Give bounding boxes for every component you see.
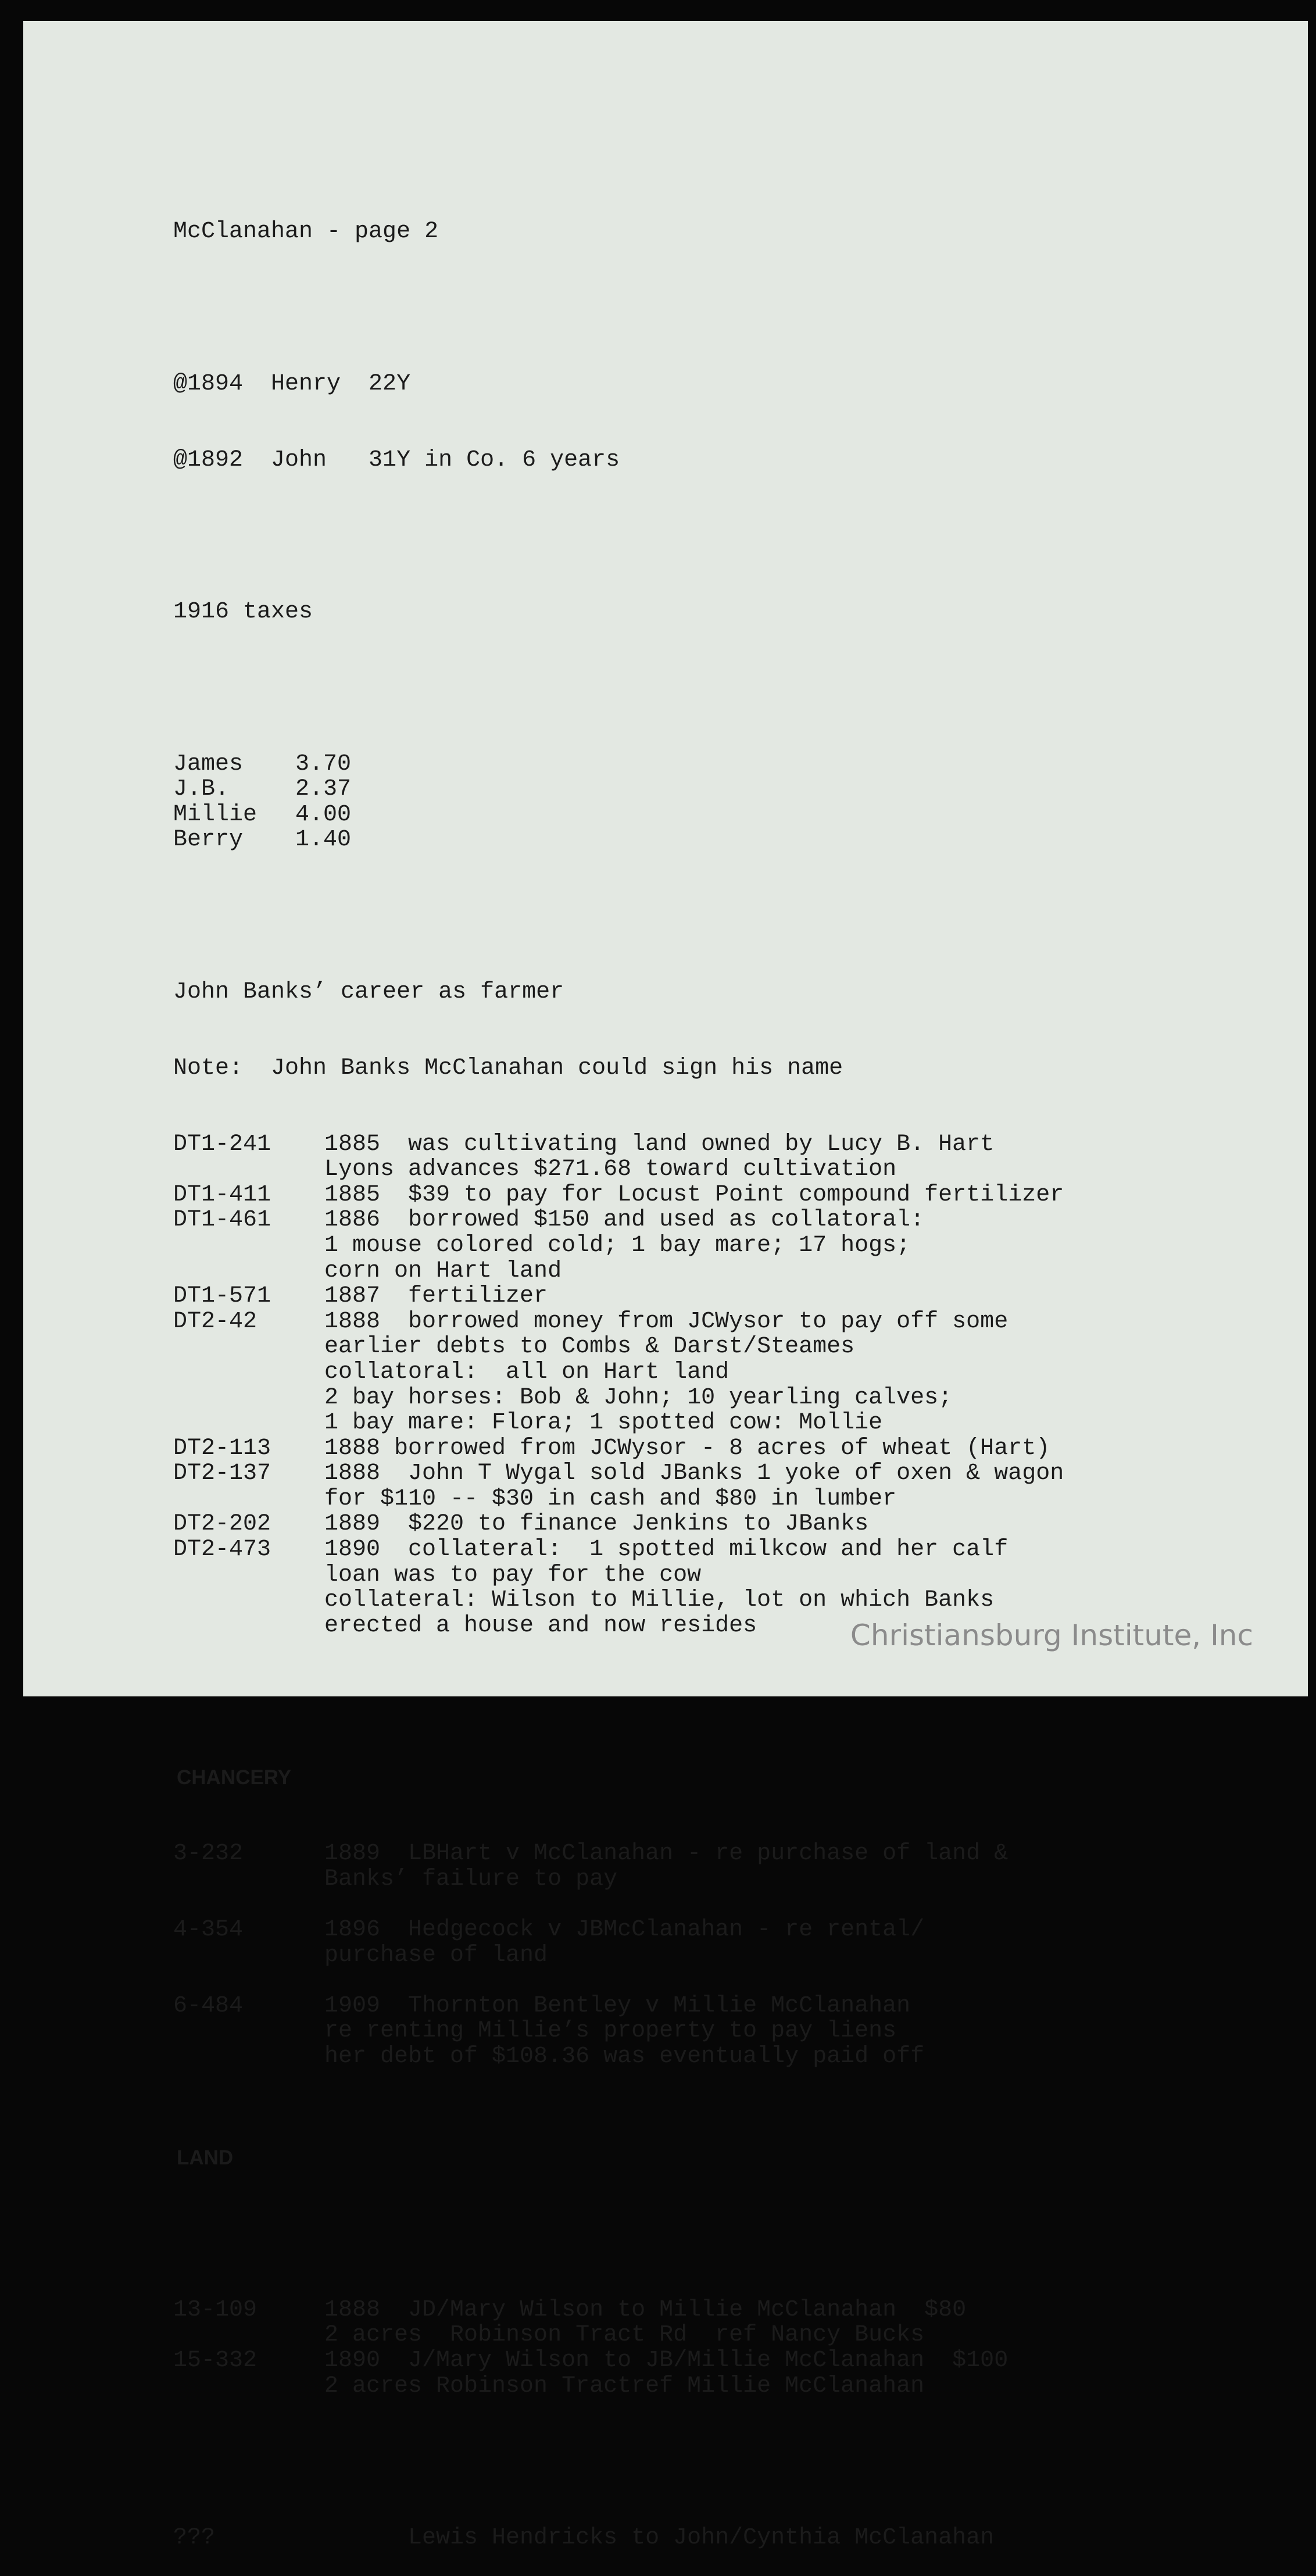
entry-text: Lyons advances $271.68 toward cultivation bbox=[324, 1156, 897, 1183]
entry-line bbox=[173, 1588, 1064, 1613]
spacer bbox=[173, 2070, 1064, 2095]
age-line-henry: @1894 Henry 22Y bbox=[173, 370, 411, 397]
entry-line bbox=[173, 1132, 1064, 1157]
entry-line bbox=[173, 1841, 1064, 1867]
entry-text: 1887 fertilizer bbox=[324, 1283, 548, 1310]
entry-line bbox=[173, 1157, 1064, 1182]
tax-amount: 3.70 bbox=[295, 751, 352, 777]
entry-line bbox=[173, 1867, 1064, 1892]
entry-line bbox=[173, 1537, 1064, 1563]
tax-name: Millie bbox=[173, 801, 258, 828]
entry-line bbox=[173, 1182, 1064, 1208]
entry-text: 1909 Thornton Bentley v Millie McClanahan bbox=[324, 1992, 911, 2019]
entry-text: corn on Hart land bbox=[324, 1257, 562, 1284]
entry-ref: DT1-571 bbox=[173, 1283, 271, 1310]
entry-text: 1888 borrowed from JCWysor - 8 acres of wheat (Hart) bbox=[324, 1435, 1050, 1462]
entry-ref: ??? bbox=[173, 2525, 216, 2552]
career-note: Note: John Banks McClanahan could sign his name bbox=[173, 1055, 843, 1081]
entry-text: 1889 LBHart v McClanahan - re purchase of land & bbox=[324, 1841, 1009, 1867]
entry-line bbox=[173, 1487, 1064, 1512]
entry-text: 2 acres Robinson Tract Rd ref Nancy Bucks bbox=[324, 2322, 925, 2349]
entry-text: 1889 $220 to finance Jenkins to JBanks bbox=[324, 1511, 869, 1538]
entry-text: collatoral: all on Hart land bbox=[324, 1359, 729, 1385]
entry-line bbox=[173, 1207, 1064, 1233]
entry-text: re renting Millie’s property to pay liens bbox=[324, 2018, 897, 2045]
career-title: John Banks’ career as farmer bbox=[173, 979, 564, 1005]
entry-text: 1 mouse colored cold; 1 bay mare; 17 hogs; bbox=[324, 1232, 911, 1259]
entry-ref: DT2-473 bbox=[173, 1537, 271, 1563]
tax-row bbox=[173, 752, 1064, 777]
document-body bbox=[173, 169, 1064, 2576]
taxes-title: 1916 taxes bbox=[173, 599, 313, 626]
entry-line bbox=[173, 2323, 1064, 2348]
land-heading: LAND bbox=[177, 2146, 234, 2170]
entry-text: purchase of land bbox=[324, 1942, 548, 1968]
entry-text: 1 bay mare: Flora; 1 spotted cow: Mollie bbox=[324, 1410, 883, 1437]
entry-ref: DT1-241 bbox=[173, 1131, 271, 1157]
entry-text: 1890 collateral: 1 spotted milkcow and her calf bbox=[324, 1537, 1009, 1563]
entry-text: loan was to pay for the cow bbox=[324, 1562, 702, 1588]
entry-ref: 3-232 bbox=[173, 1841, 244, 1867]
entry-text: Lewis Hendricks to John/Cynthia McClanahan bbox=[324, 2525, 995, 2552]
entry-line bbox=[173, 1259, 1064, 1284]
entry-line bbox=[173, 1943, 1064, 1968]
chancery-entries bbox=[173, 1841, 1064, 2095]
entry-line bbox=[173, 2044, 1064, 2070]
entry-line bbox=[173, 2348, 1064, 2374]
entry-ref: DT2-113 bbox=[173, 1435, 271, 1462]
entry-text: erected a house and now resides bbox=[324, 1612, 757, 1639]
entry-ref: DT2-137 bbox=[173, 1460, 271, 1487]
entry-ref: 6-484 bbox=[173, 1992, 244, 2019]
entry-text: 1890 J/Mary Wilson to JB/Millie McClanahan $100 bbox=[324, 2348, 1009, 2374]
entry-line bbox=[173, 1309, 1064, 1335]
entry-text: collateral: Wilson to Millie, lot on which Banks bbox=[324, 1587, 995, 1614]
entry-line bbox=[173, 1360, 1064, 1385]
entry-line bbox=[173, 2374, 1064, 2399]
entry-ref: DT2-202 bbox=[173, 1511, 271, 1538]
entry-text: 1896 Hedgecock v JBMcClanahan - re rental/ bbox=[324, 1916, 925, 1943]
entry-text: 2 acres Robinson Tractref Millie McClanahan bbox=[324, 2373, 925, 2399]
land-unknown-entry bbox=[173, 2525, 1064, 2551]
tax-name: James bbox=[173, 751, 244, 777]
tax-amount: 2.37 bbox=[295, 776, 352, 803]
land-entries bbox=[173, 2298, 1064, 2399]
career-entries bbox=[173, 1132, 1064, 1639]
entry-ref: DT1-411 bbox=[173, 1181, 271, 1208]
tax-row bbox=[173, 827, 1064, 853]
tax-row bbox=[173, 802, 1064, 828]
entry-text: 1888 JD/Mary Wilson to Millie McClanahan $80 bbox=[324, 2296, 967, 2323]
entry-text: her debt of $108.36 was eventually paid off bbox=[324, 2043, 925, 2070]
entry-line bbox=[173, 1233, 1064, 1259]
tax-name: Berry bbox=[173, 827, 244, 853]
entry-text: 1885 was cultivating land owned by Lucy B. Hart bbox=[324, 1131, 995, 1157]
entry-text: Banks’ failure to pay bbox=[324, 1866, 618, 1892]
entry-line bbox=[173, 1436, 1064, 1462]
spacer bbox=[173, 1968, 1064, 1993]
entry-line bbox=[173, 2298, 1064, 2323]
entry-ref: DT2-42 bbox=[173, 1308, 258, 1335]
entry-line bbox=[173, 1284, 1064, 1309]
entry-text: for $110 -- $30 in cash and $80 in lumber bbox=[324, 1485, 897, 1512]
tax-row bbox=[173, 777, 1064, 802]
tax-amount: 4.00 bbox=[295, 801, 352, 828]
spacer bbox=[173, 1892, 1064, 1917]
entry-line bbox=[173, 1563, 1064, 1588]
entry-text: 1888 John T Wygal sold JBanks 1 yoke of oxen & wagon bbox=[324, 1460, 1064, 1487]
entry-line bbox=[173, 2018, 1064, 2044]
entry-ref: 4-354 bbox=[173, 1916, 244, 1943]
page-header: McClanahan - page 2 bbox=[173, 219, 439, 245]
entry-line bbox=[173, 1385, 1064, 1411]
entry-text: 1886 borrowed $150 and used as collatoral: bbox=[324, 1207, 925, 1234]
watermark: Christiansburg Institute, Inc bbox=[850, 1619, 1253, 1652]
entry-text: 1888 borrowed money from JCWysor to pay off some bbox=[324, 1308, 1009, 1335]
entry-ref: 13-109 bbox=[173, 2296, 258, 2323]
entry-ref: DT1-461 bbox=[173, 1207, 271, 1234]
entry-line bbox=[173, 1917, 1064, 1943]
entry-text: 2 bay horses: Bob & John; 10 yearling calves; bbox=[324, 1384, 953, 1411]
age-line-john: @1892 John 31Y in Co. 6 years bbox=[173, 446, 620, 473]
entry-ref: 15-332 bbox=[173, 2348, 258, 2374]
entry-line bbox=[173, 1993, 1064, 2019]
entry-text: earlier debts to Combs & Darst/Steames bbox=[324, 1334, 855, 1360]
tax-name: J.B. bbox=[173, 776, 230, 803]
entry-line bbox=[173, 1461, 1064, 1487]
entry-line bbox=[173, 1410, 1064, 1436]
chancery-heading: CHANCERY bbox=[177, 1766, 292, 1789]
taxes-list bbox=[173, 752, 1064, 853]
entry-text: 1885 $39 to pay for Locust Point compound fertilizer bbox=[324, 1181, 1064, 1208]
tax-amount: 1.40 bbox=[295, 827, 352, 853]
entry-line bbox=[173, 1334, 1064, 1360]
entry-line bbox=[173, 1512, 1064, 1537]
